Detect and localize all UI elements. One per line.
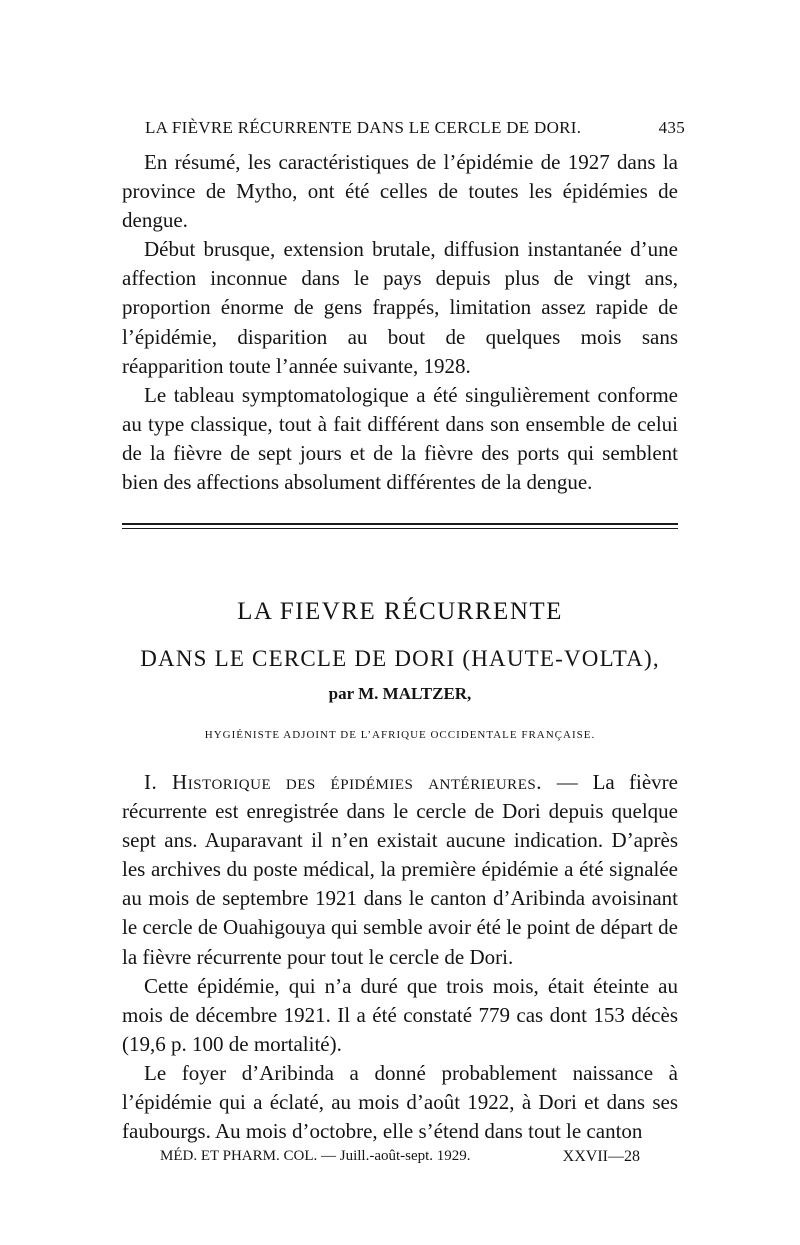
author-affiliation: HYGIÉNISTE ADJOINT DE L’AFRIQUE OCCIDENTALE FRANÇAISE. (204, 729, 596, 741)
summary-paragraph: Le tableau symptomatologique a été singulièrement conforme au type classique, tout à fait différent dans son ensemble de celui de la fièvre de sept jours et de la fièvre des ports qui semblent bien des affections absolument différentes de la dengue. (122, 382, 678, 495)
summary-section (122, 148, 678, 497)
journal-reference: MÉD. ET PHARM. COL. — Juill.-août-sept. 1929. (160, 1148, 471, 1164)
summary-paragraph: En résumé, les caractéristiques de l’épidémie de 1927 dans la province de Mytho, ont été celles de toutes les épidémies de dengue. (122, 150, 678, 233)
author-byline: par M. MALTZER, (328, 684, 472, 703)
article-paragraph: Cette épidémie, qui n’a duré que trois mois, était éteinte au mois de décembre 1921. Il a été constaté 779 cas dont 153 décès (19,6 p. 100 de mortalité). (122, 973, 678, 1056)
article-paragraph (122, 768, 678, 972)
article-body (122, 768, 678, 1146)
paragraph-text: La fièvre récurrente est enregistrée dans le cercle de Dori depuis quelque sept ans. Auparavant il n’en existait aucune indication. D’après les archives du poste médical, la première épidémie a été signalée au mois de septembre 1921 dans le canton d’Aribinda avoisinant le cercle de Ouahigouya qui semble avoir été le point de départ de la fièvre récurrente pour tout le cercle de Dori. (122, 770, 678, 969)
article-title-line1: LA FIEVRE RÉCURRENTE (237, 598, 563, 625)
summary-paragraph: Début brusque, extension brutale, diffusion instantanée d’une affection inconnue dans le pays depuis plus de vingt ans, proportion énorme de gens frappés, limitation assez rapide de l’épidémie, disparition au bout de quelques mois sans réapparition toute l’année suivante, 1928. (122, 237, 678, 378)
running-title: LA FIÈVRE RÉCURRENTE DANS LE CERCLE DE DORI. (145, 118, 582, 137)
section-divider (122, 523, 678, 529)
signature-mark: XXVII—28 (562, 1148, 640, 1165)
article-title-line2: DANS LE CERCLE DE DORI (HAUTE-VOLTA), (140, 646, 660, 671)
page-number: 435 (658, 118, 685, 137)
article-paragraph: Le foyer d’Aribinda a donné probablement naissance à l’épidémie qui a éclaté, au mois d’août 1922, à Dori et dans ses faubourgs. Au mois d’octobre, elle s’étend dans tout le canton (122, 1060, 678, 1144)
section-heading: I. Historique des épidémies antérieures. — (144, 770, 579, 794)
